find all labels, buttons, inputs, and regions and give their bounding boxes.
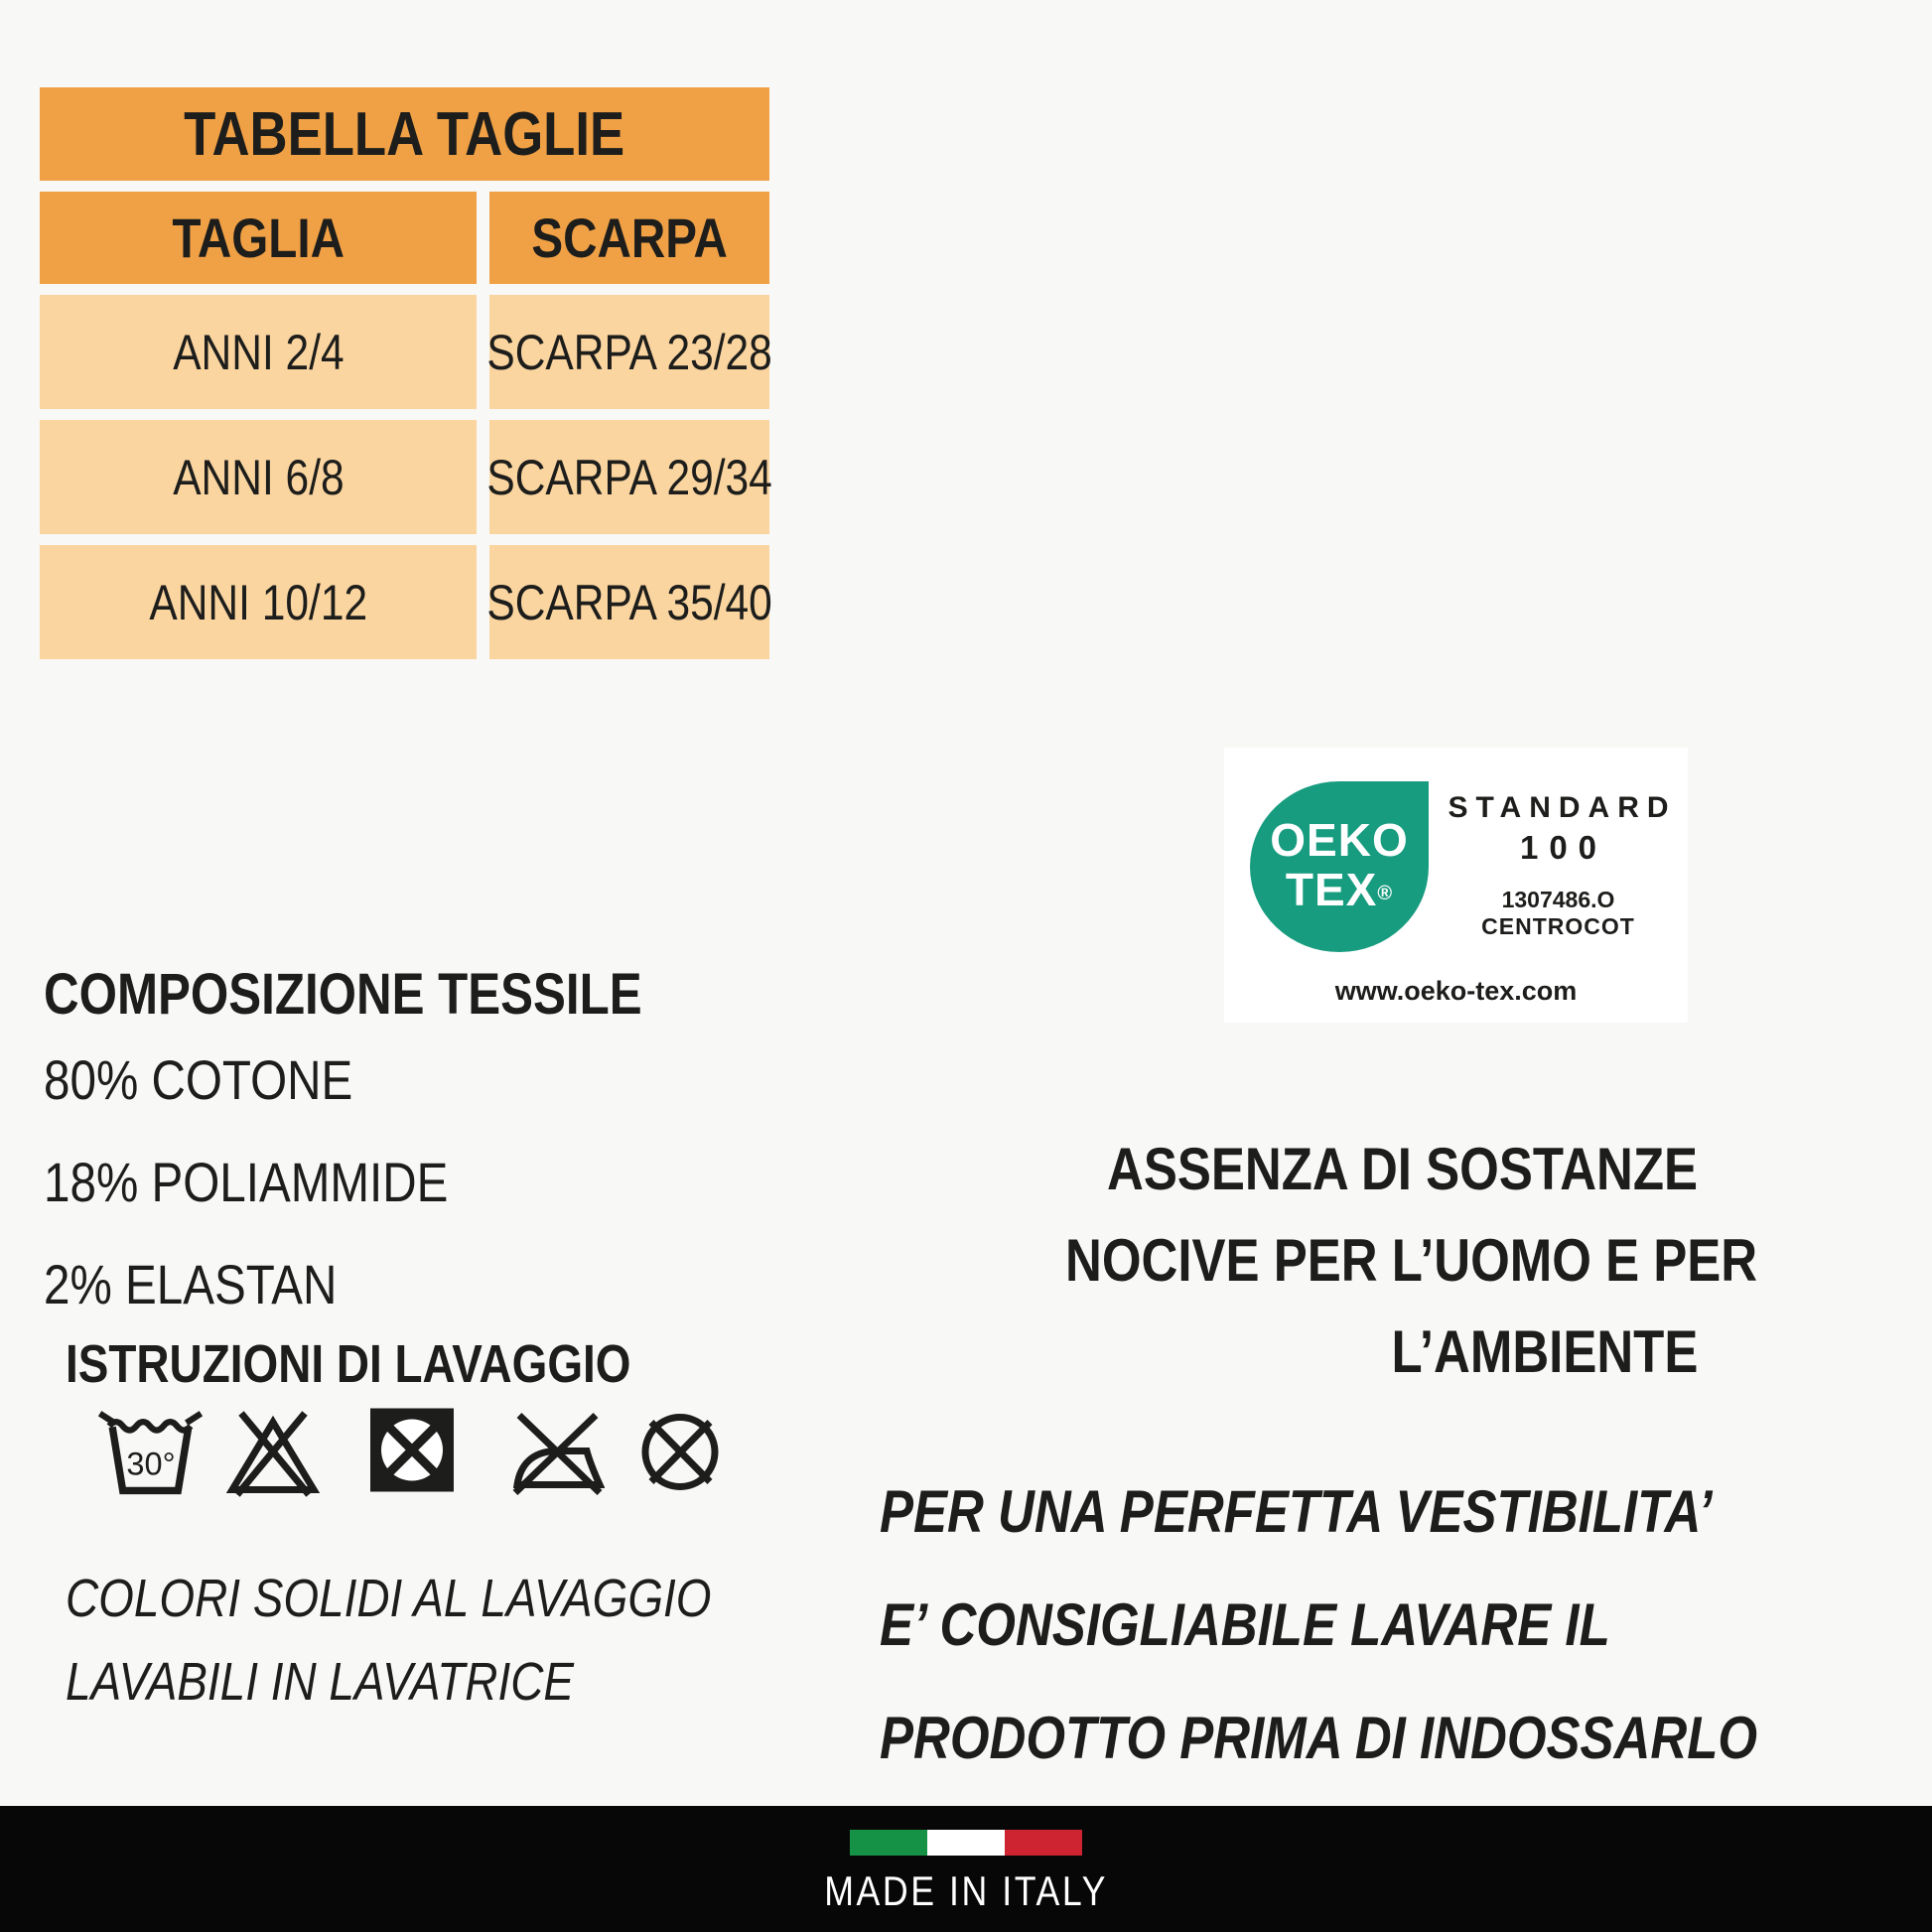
- do-not-tumble-dry-icon: [366, 1398, 458, 1502]
- advice-line: PRODOTTO PRIMA DI INDOSSARLO: [880, 1705, 1758, 1771]
- registered-mark: ®: [1377, 883, 1394, 904]
- claim-line: NOCIVE PER L’UOMO E PER: [1065, 1227, 1758, 1294]
- washing-note-machine: LAVABILI IN LAVATRICE: [66, 1652, 574, 1712]
- wash-before-wear-advice: [880, 1455, 1758, 1795]
- advice-line: E’ CONSIGLIABILE LAVARE IL: [880, 1591, 1610, 1658]
- table-row-3-scarpa: SCARPA 35/40: [489, 545, 769, 659]
- flag-green-stripe: [850, 1830, 927, 1856]
- composition-list: [44, 1029, 519, 1335]
- oeko-tex-website: www.oeko-tex.com: [1334, 976, 1578, 1006]
- safety-claim: [943, 1124, 1758, 1398]
- washing-note-colors: COLORI SOLIDI AL LAVAGGIO: [66, 1569, 712, 1628]
- do-not-iron-icon: [510, 1398, 605, 1502]
- made-in-italy-label: MADE IN ITALY: [824, 1867, 1108, 1914]
- table-row-1-taglia: ANNI 2/4: [40, 295, 477, 409]
- table-row-2-taglia: ANNI 6/8: [40, 420, 477, 534]
- table-row-1-scarpa: SCARPA 23/28: [489, 295, 769, 409]
- oeko-text: OEKO: [1270, 814, 1409, 866]
- advice-line: PER UNA PERFETTA VESTIBILITA’: [880, 1478, 1713, 1545]
- flag-white-stripe: [927, 1830, 1005, 1856]
- wash-30-icon: [95, 1398, 206, 1502]
- do-not-bleach-icon: [225, 1398, 321, 1502]
- composition-item-polyamide: 18% POLIAMMIDE: [44, 1151, 449, 1213]
- oeko-tex-label: [1224, 748, 1688, 1023]
- size-table-header-taglia: TAGLIA: [40, 192, 477, 284]
- oeko-tex-leaf-icon: [1250, 781, 1429, 952]
- claim-line: ASSENZA DI SOSTANZE: [1106, 1136, 1698, 1202]
- flag-red-stripe: [1005, 1830, 1082, 1856]
- svg-text:30°: 30°: [126, 1446, 176, 1482]
- table-row-3-taglia: ANNI 10/12: [40, 545, 477, 659]
- made-in-italy-bar: [0, 1806, 1932, 1932]
- standard-number: 100: [1519, 829, 1608, 866]
- size-table-title: [40, 87, 769, 181]
- italian-flag-icon: [850, 1830, 1082, 1856]
- do-not-dry-clean-icon: [635, 1398, 725, 1502]
- size-table: [40, 87, 772, 659]
- washing-notes: [66, 1557, 825, 1724]
- composition-item-elastane: 2% ELASTAN: [44, 1253, 338, 1315]
- composition-item-cotton: 80% COTONE: [44, 1048, 353, 1111]
- size-table-header-scarpa: SCARPA: [489, 192, 769, 284]
- table-row-2-scarpa: SCARPA 29/34: [489, 420, 769, 534]
- institute-name: CENTROCOT: [1481, 913, 1635, 939]
- certificate-details: [1429, 791, 1688, 940]
- composition-heading: COMPOSIZIONE TESSILE: [44, 962, 642, 1028]
- standard-label: STANDARD: [1448, 791, 1677, 824]
- claim-line: L’AMBIENTE: [1391, 1318, 1698, 1385]
- license-number: 1307486.O: [1501, 887, 1615, 912]
- size-table-title-text: TABELLA TAGLIE: [184, 99, 625, 169]
- tex-text: TEX®: [1285, 864, 1394, 915]
- washing-heading: ISTRUZIONI DI LAVAGGIO: [66, 1333, 631, 1394]
